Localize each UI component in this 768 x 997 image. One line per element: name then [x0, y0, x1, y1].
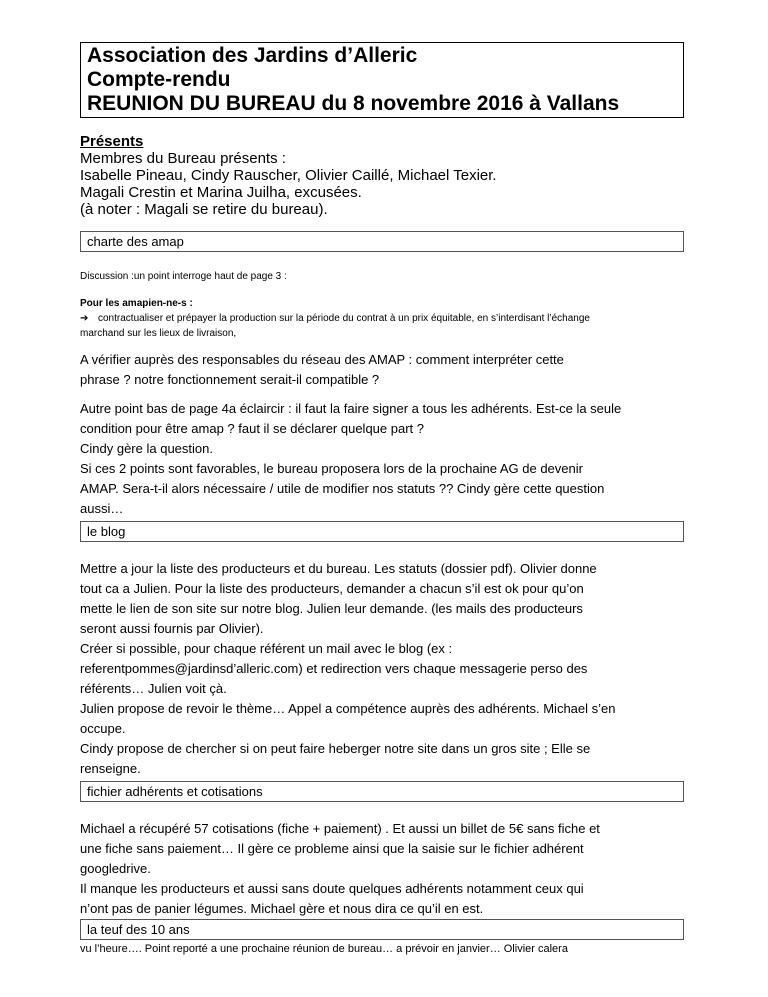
text-line: seront aussi fournis par Olivier).: [80, 621, 264, 636]
text-line: Magali Crestin et Marina Juilha, excusées.: [80, 184, 362, 201]
text-line: Julien propose de revoir le thème… Appel a compétence auprès des adhérents. Michael s’en: [80, 701, 616, 716]
text-line: Michael a récupéré 57 cotisations (fiche + paiement) . Et aussi un billet de 5€ sans fiche et: [80, 821, 600, 836]
text-line: référents… Julien voit çà.: [80, 681, 227, 696]
text-line: (à noter : Magali se retire du bureau).: [80, 201, 328, 218]
text-line: AMAP. Sera-t-il alors nécessaire / utile de modifier nos statuts ?? Cindy gère cette question: [80, 481, 605, 496]
text-line: occupe.: [80, 721, 126, 736]
arrow-icon: ➔: [80, 313, 89, 324]
text-line: Si ces 2 points sont favorables, le bureau proposera lors de la prochaine AG de devenir: [80, 461, 583, 476]
presents-heading: Présents: [80, 133, 144, 150]
section-header-blog: le blog: [80, 521, 684, 542]
section-header-teuf: la teuf des 10 ans: [80, 919, 684, 940]
title-line: REUNION DU BUREAU du 8 novembre 2016 à Vallans: [87, 92, 620, 115]
section-header-charte: charte des amap: [80, 231, 684, 252]
text-line: Membres du Bureau présents :: [80, 150, 286, 167]
paragraph: [80, 399, 684, 519]
text-line: Créer si possible, pour chaque référent un mail avec le blog (ex :: [80, 641, 453, 656]
text-line: googledrive.: [80, 861, 151, 876]
text-line: Il manque les producteurs et aussi sans doute quelques adhérents notamment ceux qui: [80, 881, 584, 896]
paragraph: [80, 819, 684, 919]
text-line: une fiche sans paiement… Il gère ce probleme ainsi que la saisie sur le fichier adhérent: [80, 841, 584, 856]
document-title-box: [80, 42, 684, 118]
text-line: Discussion :un point interroge haut de page 3 :: [80, 271, 287, 282]
presents-section: [80, 133, 684, 218]
text-line: phrase ? notre fonctionnement serait-il compatible ?: [80, 372, 380, 387]
text-line: tout ca a Julien. Pour la liste des producteurs, demander a chacun s’il est ok pour qu’on: [80, 581, 584, 596]
text-line: Autre point bas de page 4a éclaircir : il faut la faire signer a tous les adhérents. Est-ce la seule: [80, 401, 622, 416]
text-line: Cindy gère la question.: [80, 441, 213, 456]
text-line: contractualiser et prépayer la production sur la période du contrat à un prix équitable, en s’interdisant l’échange: [98, 313, 590, 324]
paragraph: [80, 559, 684, 779]
text-line: condition pour être amap ? faut il se déclarer quelque part ?: [80, 421, 424, 436]
text-line: vu l’heure…. Point reporté a une prochaine réunion de bureau… a prévoir en janvier… Olivier calera: [80, 943, 568, 955]
text-line: n’ont pas de panier légumes. Michael gère et nous dira ce qu’il en est.: [80, 901, 484, 916]
text-line: Cindy propose de chercher si on peut faire heberger notre site dans un gros site ; Elle se: [80, 741, 591, 756]
text-line: Isabelle Pineau, Cindy Rauscher, Olivier Caillé, Michael Texier.: [80, 167, 497, 184]
paragraph: [80, 350, 684, 390]
text-line: aussi…: [80, 501, 124, 516]
text-line: renseigne.: [80, 761, 141, 776]
text-line: A vérifier auprès des responsables du réseau des AMAP : comment interpréter cette: [80, 352, 564, 367]
text-line: mette le lien de son site sur notre blog. Julien leur demande. (les mails des producteurs: [80, 601, 583, 616]
text-line: marchand sur les lieux de livraison,: [80, 328, 237, 339]
text-line: referentpommes@jardinsd’alleric.com) et redirection vers chaque messagerie perso des: [80, 661, 588, 676]
title-line: Compte-rendu: [87, 68, 231, 91]
title-line: Association des Jardins d’Alleric: [87, 44, 418, 67]
pour-heading: Pour les amapien-ne-s :: [80, 298, 193, 309]
quote-block: [80, 311, 684, 341]
section-header-fichier: fichier adhérents et cotisations: [80, 781, 684, 802]
text-line: Mettre a jour la liste des producteurs et du bureau. Les statuts (dossier pdf). Olivier donne: [80, 561, 597, 576]
